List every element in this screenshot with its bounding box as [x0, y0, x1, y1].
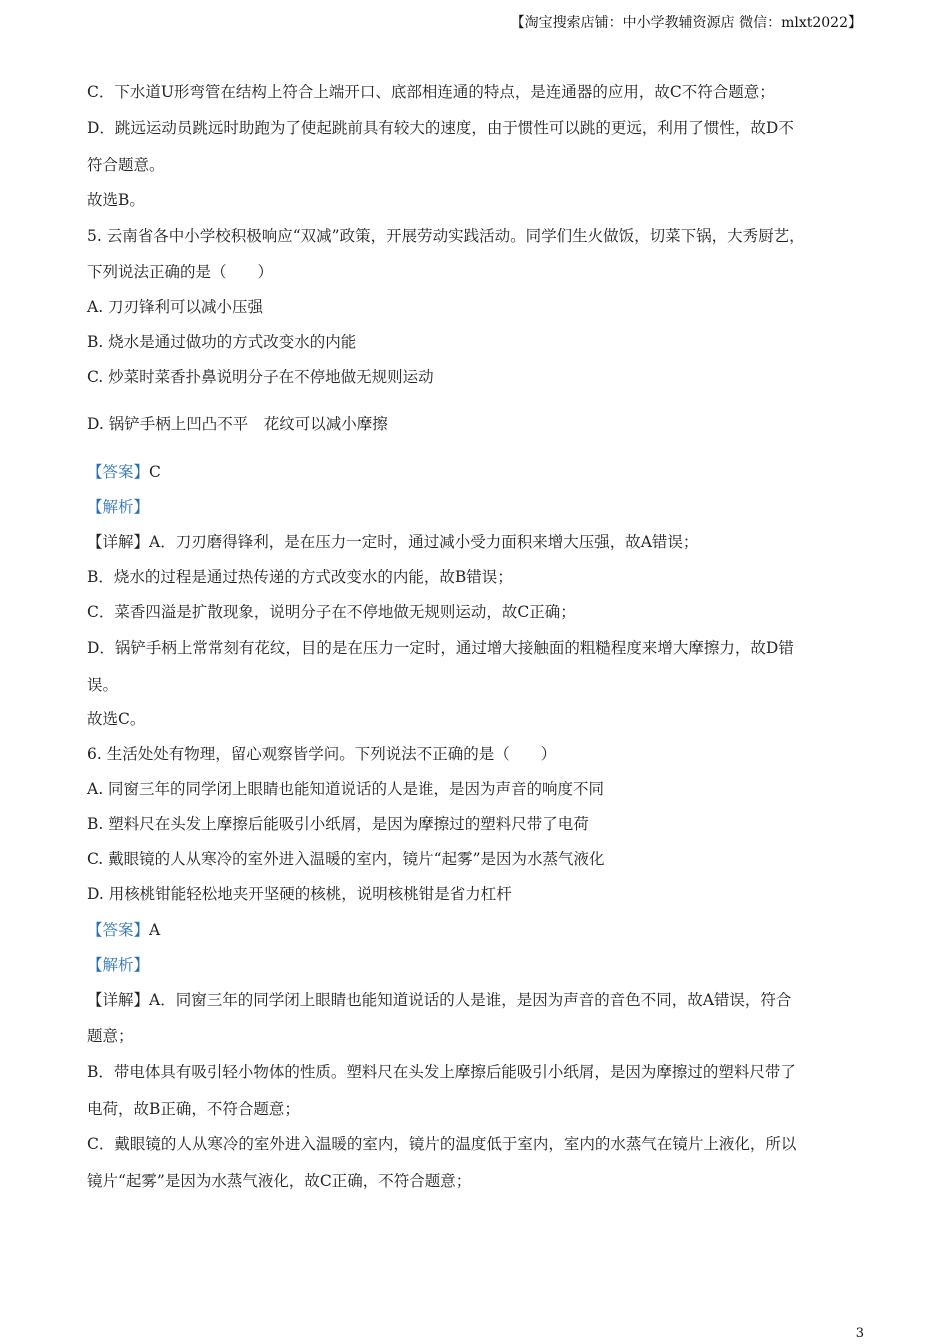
- q6-explanation-b: B．带电体具有吸引轻小物体的性质。塑料尺在头发上摩擦后能吸引小纸屑，是因为摩擦过的塑料尺带了: [87, 1063, 796, 1081]
- q6-option-d: D. 用核桃钳能轻松地夹开坚硬的核桃，说明核桃钳是省力杠杆: [87, 885, 512, 903]
- q6-option-a: A. 同窗三年的同学闭上眼睛也能知道说话的人是谁，是因为声音的响度不同: [87, 780, 605, 798]
- q6-explanation-c-cont: 镜片“起雾”是因为水蒸气液化，故C正确，不符合题意；: [87, 1172, 472, 1190]
- q5-stem: 5. 云南省各中小学校积极响应“双减”政策，开展劳动实践活动。同学们生火做饭，切菜下锅，大秀厨艺，: [87, 227, 805, 245]
- q5-answer: [87, 460, 161, 482]
- detail-tag: 【详解】: [87, 991, 150, 1009]
- q6-explanation-b-cont: 电荷，故B正确，不符合题意；: [87, 1100, 300, 1118]
- q5-stem-cont: 下列说法正确的是（ ）: [87, 263, 274, 281]
- page-header: 【淘宝搜索店铺：中小学教辅资源店 微信：mlxt2022】: [510, 15, 862, 31]
- q5-explanation-c: C．菜香四溢是扩散现象，说明分子在不停地做无规则运动，故C正确；: [87, 603, 576, 621]
- q6-analysis-tag: 【解析】: [87, 956, 150, 974]
- prev-option-d-explanation-cont: 符合题意。: [87, 156, 165, 174]
- answer-value: A: [149, 921, 161, 939]
- q6-option-c: C. 戴眼镜的人从寒冷的室外进入温暖的室内，镜片“起雾”是因为水蒸气液化: [87, 850, 605, 868]
- q5-analysis-tag: 【解析】: [87, 498, 150, 516]
- prev-conclusion: 故选B。: [87, 191, 145, 209]
- q6-answer: [87, 918, 160, 940]
- q5-conclusion: 故选C。: [87, 710, 146, 728]
- q5-explanation-a: [87, 530, 698, 552]
- explanation-text: A．同窗三年的同学闭上眼睛也能知道说话的人是谁，是因为声音的音色不同，故A错误，符合: [149, 991, 792, 1009]
- q6-explanation-a: [87, 988, 791, 1010]
- detail-tag: 【详解】: [87, 533, 150, 551]
- q5-explanation-d-cont: 误。: [87, 676, 119, 694]
- q6-explanation-a-cont: 题意；: [87, 1027, 134, 1045]
- explanation-text: A．刀刃磨得锋利，是在压力一定时，通过减小受力面积来增大压强，故A错误；: [149, 533, 699, 551]
- page-number: 3: [855, 1326, 864, 1341]
- q6-explanation-c: C．戴眼镜的人从寒冷的室外进入温暖的室内，镜片的温度低于室内，室内的水蒸气在镜片上液化，所以: [87, 1135, 797, 1153]
- answer-tag: 【答案】: [87, 463, 150, 481]
- answer-value: C: [149, 463, 161, 481]
- answer-tag: 【答案】: [87, 921, 150, 939]
- q5-explanation-b: B．烧水的过程是通过热传递的方式改变水的内能，故B错误；: [87, 568, 513, 586]
- prev-option-c-explanation: C．下水道U形弯管在结构上符合上端开口、底部相连通的特点，是连通器的应用，故C不符合题意；: [87, 83, 775, 101]
- prev-option-d-explanation: D．跳远运动员跳远时助跑为了使起跳前具有较大的速度，由于惯性可以跳的更远，利用了惯性，故D不: [87, 119, 794, 137]
- q6-stem: 6. 生活处处有物理，留心观察皆学问。下列说法不正确的是（ ）: [87, 745, 557, 763]
- q5-option-c: C. 炒菜时菜香扑鼻说明分子在不停地做无规则运动: [87, 368, 434, 386]
- q6-option-b: B. 塑料尺在头发上摩擦后能吸引小纸屑，是因为摩擦过的塑料尺带了电荷: [87, 815, 589, 833]
- q5-explanation-d: D．锅铲手柄上常常刻有花纹，目的是在压力一定时，通过增大接触面的粗糙程度来增大摩擦力，故D错: [87, 639, 794, 657]
- q5-option-d: D. 锅铲手柄上凹凸不平 花纹可以减小摩擦: [87, 415, 388, 433]
- q5-option-a: A. 刀刃锋利可以减小压强: [87, 298, 264, 316]
- q5-option-b: B. 烧水是通过做功的方式改变水的内能: [87, 333, 357, 351]
